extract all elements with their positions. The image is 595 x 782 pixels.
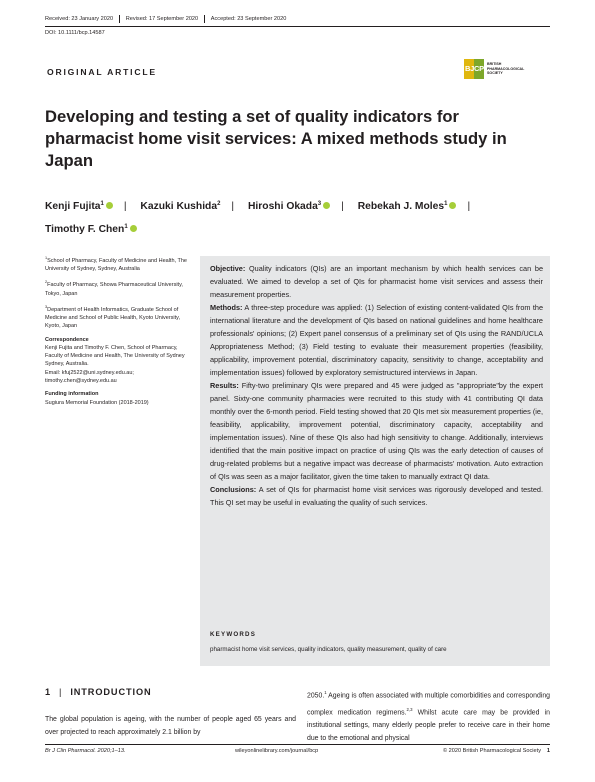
author[interactable]: Kazuki Kushida$^2$ — [140, 201, 221, 212]
author[interactable]: Timothy F. Chen$^1$ — [45, 224, 128, 235]
keywords: pharmacist home visit services, quality indicators, quality measurement, quality of care — [210, 646, 447, 653]
affiliation: $^2$Faculty of Pharmacy, Showa Pharmaceutical University, Tokyo, Japan — [45, 280, 183, 297]
author-separator: | — [123, 201, 127, 212]
author[interactable]: Rebekah J. Moles$^1$ — [357, 201, 448, 212]
body-text-column-1: The global population is ageing, with the number of people aged 65 years and over projected to reach approximately 2.1 billion by — [45, 716, 296, 737]
article-type: ORIGINAL ARTICLE — [47, 67, 157, 77]
doi[interactable]: DOI: 10.1111/bcp.14587 — [45, 30, 105, 36]
keywords-heading: KEYWORDS — [210, 631, 257, 638]
journal-citation: Br J Clin Pharmacol. 2020;1–13. — [45, 748, 126, 754]
citation[interactable]: 2,3 — [406, 706, 413, 712]
affiliation: $^1$School of Pharmacy, Faculty of Medicine and Health, The University of Sydney, Sydney, Australia — [45, 256, 187, 273]
article-title: Developing and testing a set of quality indicators for pharmacist home visit services: A mixed methods study in Japan — [45, 107, 507, 170]
author-separator: | — [467, 201, 471, 212]
funding-heading: Funding information — [45, 391, 99, 398]
abstract-objective: Objective: Quality indicators (QIs) are an important mechanism by which health services can be evaluated. We aimed to develop a set of QIs for pharmacist home visit services and assess their measurement properties. — [210, 264, 543, 299]
journal-url[interactable]: wileyonlinelibrary.com/journal/bcp — [235, 748, 319, 754]
bjcp-logo-icon — [464, 59, 484, 79]
received-date: Received: 23 January 2020 — [45, 16, 114, 22]
sidebar-info — [45, 254, 195, 412]
citation[interactable]: 1 — [324, 690, 327, 695]
orcid-icon[interactable] — [106, 202, 113, 209]
orcid-icon[interactable] — [130, 225, 137, 232]
logo-mark-text: BJCP — [465, 64, 484, 73]
author[interactable]: Hiroshi Okada$^3$ — [247, 201, 322, 212]
abstract-methods: Methods: A three-step procedure was applied: (1) Selection of existing content-validated QIs from the international literature and the development of QIs based on national guidelines and home healthcare professionals' opinions; (2) Expert panel consensus of a preliminary set of QIs using the RAND/UCLA Appropriateness Method; (3) Field testing to evaluate their measurement properties (feasibility, applicability, improvement potential, discriminatory capacity, sensitivity to change, acceptability and implementation issues) followed by exploratory semistructured interviews in Japan. — [210, 303, 543, 377]
divider — [119, 15, 120, 23]
section-heading: 1 | INTRODUCTION — [45, 687, 152, 697]
author-separator: | — [341, 201, 344, 212]
correspondence-email[interactable]: Email: kfuj2522@uni.sydney.edu.au; timothy.chen@sydney.edu.au — [45, 369, 134, 385]
orcid-icon[interactable] — [449, 202, 456, 209]
funding — [45, 390, 195, 407]
correspondence — [45, 336, 195, 386]
accepted-date: Accepted: 23 September 2020 — [210, 16, 287, 22]
journal-logo — [464, 59, 537, 79]
affiliation: $^3$Department of Health Informatics, Graduate School of Medicine and School of Public Health, Kyoto University, Kyoto, Japan — [45, 304, 181, 330]
correspondence-heading: Correspondence — [45, 336, 89, 343]
abstract-results: Results: Fifty-two preliminary QIs were prepared and 45 were judged as "appropriate"by the expert panel. Sixty-one community pharmacies were recruited to this study with 41 contributing QI data monthly over the 6-month period. Field testing showed that 20 QIs met six measurement properties (ie, feasibility, applicability, improvement potential, discriminatory capacity, acceptability and implementation issues). Nine of these QIs also had high sensitivity to change. Additionally, interviews identified that the main positive impact on practice of using QIs was the early detection of causes of drug-related problems but a negative impact was decrease of pharmacists' motivation. Auto extraction of QIs was seen as a major facilitator, given the time taken to manually extract QI data. — [210, 381, 543, 481]
author[interactable]: Kenji Fujita$^1$ — [45, 201, 104, 212]
society-name: BRITISH PHARMACOLOGICAL SOCIETY — [487, 62, 525, 76]
page-number: 1 — [546, 748, 550, 754]
funding-text: Sugiura Memorial Foundation (2018-2019) — [45, 399, 149, 406]
header-rule — [45, 26, 550, 27]
article-dates — [45, 15, 286, 23]
body-text-column-2: 2050.$^1$ Ageing is often associated with multiple comorbidities and corresponding complex medication regimens.$^{2,3}$ Whilst acute care may be provided in institutional settings, many elderly people prefer to receive care in their home due to the emotional and physical — [307, 690, 550, 743]
abstract — [210, 262, 543, 509]
orcid-icon[interactable] — [323, 202, 330, 209]
copyright: © 2020 British Pharmacological Society — [442, 748, 541, 754]
author-list — [45, 194, 555, 240]
correspondence-text: Kenji Fujita and Timothy F. Chen, School of Pharmacy, Faculty of Medicine and Health, The University of Sydney Sydney, Australia. — [45, 344, 185, 368]
divider — [204, 15, 205, 23]
author-separator: | — [231, 201, 235, 212]
page-footer — [45, 748, 550, 754]
revised-date: Revised: 17 September 2020 — [125, 16, 199, 22]
abstract-conclusions: Conclusions: A set of QIs for pharmacist home visit services was rigorously developed and tested. This QI set may be useful in evaluating the quality of such services. — [210, 485, 543, 507]
footer-rule — [45, 744, 550, 745]
